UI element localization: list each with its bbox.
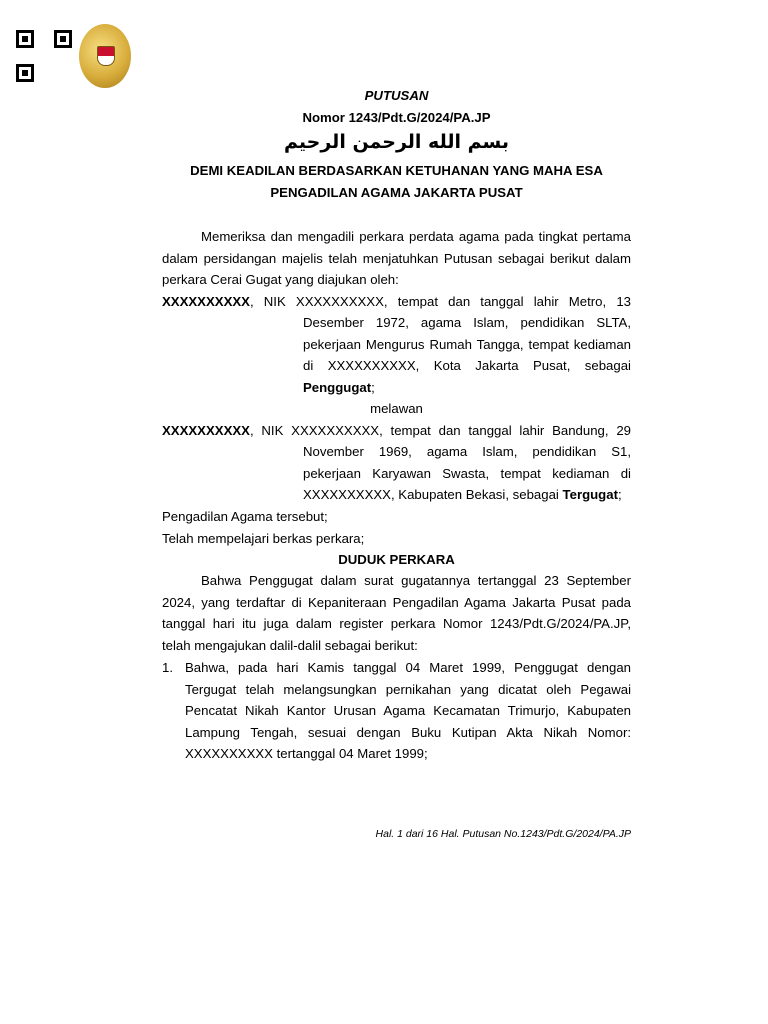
plaintiff-first-line: XXXXXXXXXX, NIK XXXXXXXXXX, tempat dan tanggal lahir Metro, 13 [162, 294, 631, 309]
defendant-details: November 1969, agama Islam, pendidikan S1, pekerjaan Karyawan Swasta, tempat kediaman di XXXXXXXXXX, Kabupaten Bekasi, sebagai Tergugat; [303, 444, 631, 503]
basmalah: بسم الله الرحمن الرحيم [284, 131, 509, 153]
court-name: PENGADILAN AGAMA JAKARTA PUSAT [270, 185, 523, 200]
studied-line: Telah mempelajari berkas perkara; [162, 531, 365, 546]
versus-label: melawan [370, 401, 423, 416]
qr-code [16, 30, 72, 82]
section-title: DUDUK PERKARA [338, 552, 455, 567]
case-number: Nomor 1243/Pdt.G/2024/PA.JP [302, 110, 491, 125]
plaintiff-name: XXXXXXXXXX [162, 294, 250, 309]
page-footer: Hal. 1 dari 16 Hal. Putusan No.1243/Pdt.G/2024/PA.JP [375, 828, 631, 840]
plaintiff-details: Desember 1972, agama Islam, pendidikan SLTA, pekerjaan Mengurus Rumah Tangga, tempat kediaman di XXXXXXXXXX, Kota Jakarta Pusat, sebagai Penggugat; [303, 315, 631, 395]
intro-paragraph: Memeriksa dan mengadili perkara perdata agama pada tingkat pertama dalam persidangan majelis telah menjatuhkan Putusan sebagai berikut dalam perkara Cerai Gugat yang diajukan oleh: [162, 229, 631, 288]
court-emblem-icon [79, 24, 131, 88]
plaintiff-role: Penggugat [303, 379, 372, 395]
defendant-role: Tergugat [562, 487, 618, 503]
list-item-number: 1. [162, 660, 173, 675]
court-line: Pengadilan Agama tersebut; [162, 509, 328, 524]
defendant-first-line: XXXXXXXXXX, NIK XXXXXXXXXX, tempat dan tanggal lahir Bandung, 29 [162, 423, 631, 438]
motto: DEMI KEADILAN BERDASARKAN KETUHANAN YANG MAHA ESA [190, 163, 603, 178]
defendant-name: XXXXXXXXXX [162, 423, 250, 438]
document-title: PUTUSAN [364, 88, 429, 103]
facts-paragraph: Bahwa Penggugat dalam surat gugatannya tertanggal 23 September 2024, yang terdaftar di Kepaniteraan Pengadilan Agama Jakarta Pusat pada tanggal hari itu juga dalam register perkara Nomor 1243/Pdt.G/2024/PA.JP, telah mengajukan dalil-dalil sebagai berikut: [162, 573, 631, 653]
